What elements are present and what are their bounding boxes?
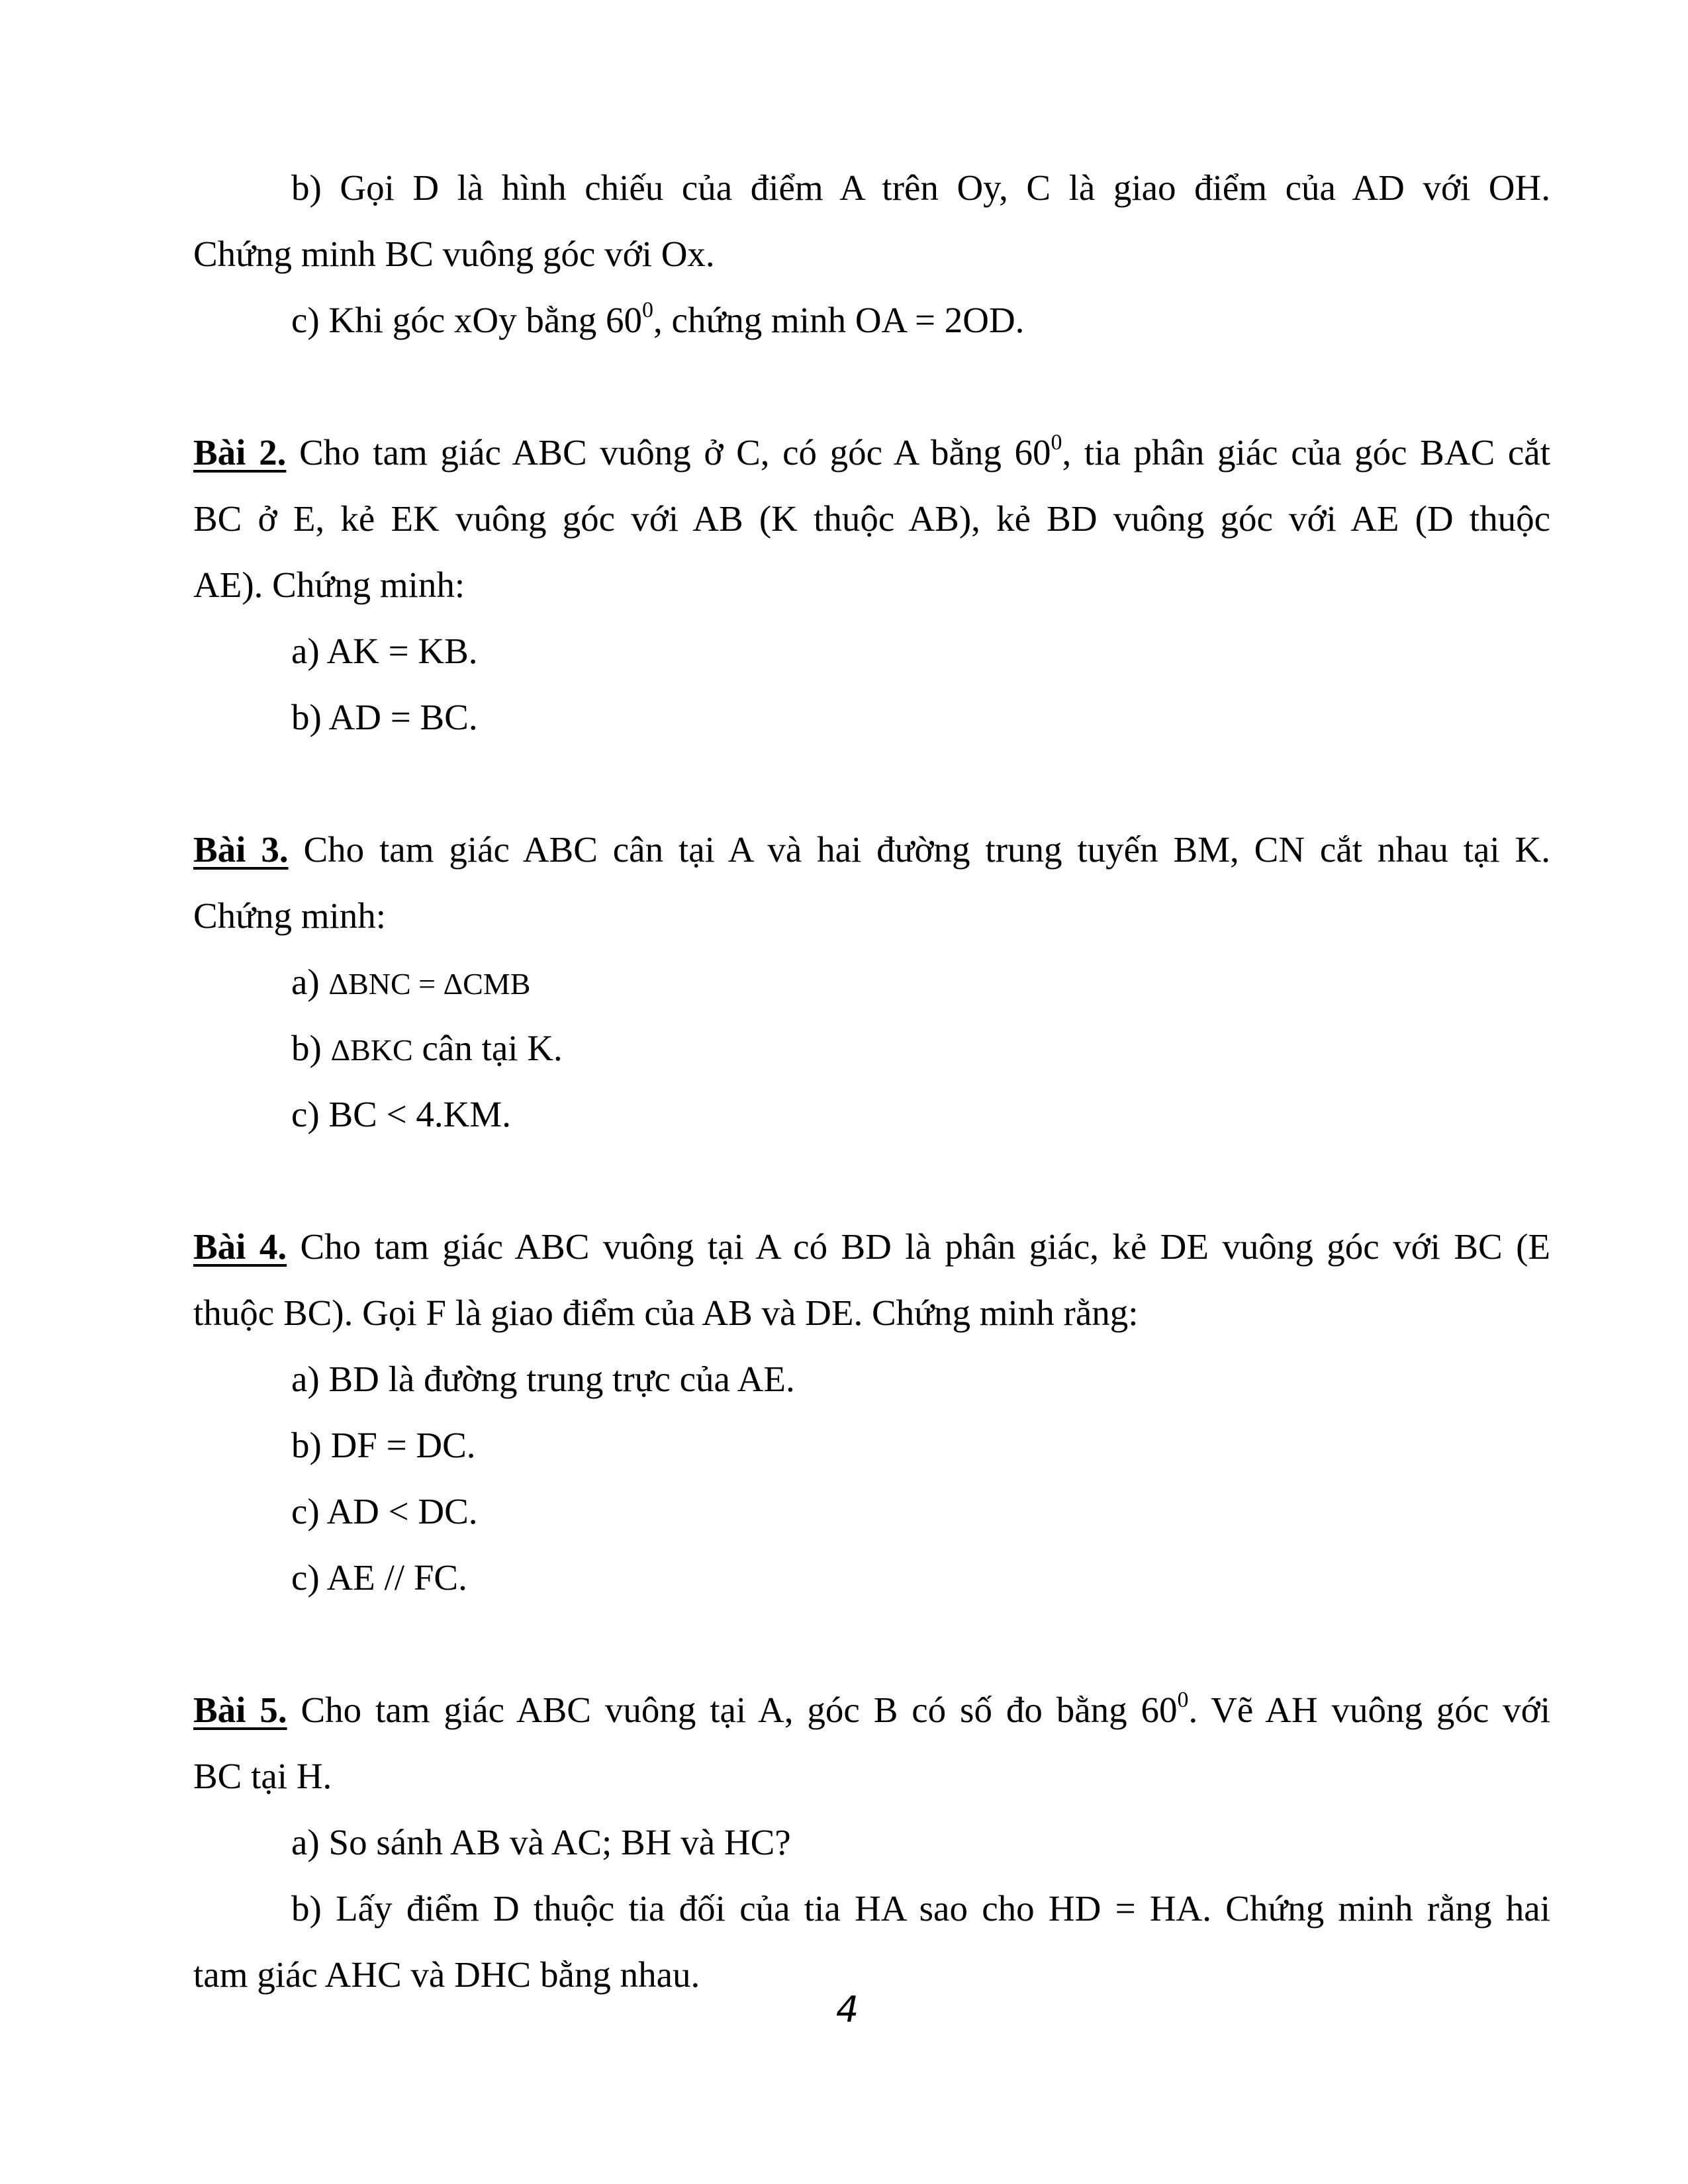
bai2-line1: Bài 2. Cho tam giác ABC vuông ở C, có góc A bằng $60^0$, tia phân giác của góc BAC cắt bbox=[193, 430, 1550, 473]
page-number: 4 bbox=[835, 1989, 859, 2030]
bai5-label: Bài 5. bbox=[193, 1690, 287, 1730]
bai1-b-line1: b) Gọi D là hình chiếu của điểm A trên Oy, C là giao điểm của AD với OH. bbox=[291, 167, 1550, 208]
bai4-item-c: c) AD < DC. bbox=[291, 1491, 478, 1531]
bai2-label: Bài 2. bbox=[193, 432, 287, 473]
bai1-b-line2: Chứng minh BC vuông góc với Ox. bbox=[193, 234, 715, 274]
bai3-label: Bài 3. bbox=[193, 829, 289, 870]
bai2-item-a: a) AK = KB. bbox=[291, 631, 478, 671]
bai3-line2: Chứng minh: bbox=[193, 895, 387, 936]
bai4-item-a: a) BD là đường trung trực của AE. bbox=[291, 1359, 795, 1399]
bai5-line2: BC tại H. bbox=[193, 1756, 332, 1796]
bai4-line1: Bài 4. Cho tam giác ABC vuông tại A có BD là phân giác, kẻ DE vuông góc với BC (E bbox=[193, 1226, 1550, 1267]
bai5-item-b-line1: b) Lấy điểm D thuộc tia đối của tia HA sao cho HD = HA. Chứng minh rằng hai bbox=[291, 1888, 1550, 1929]
bai4-label: Bài 4. bbox=[193, 1226, 287, 1267]
bai2-line3: AE). Chứng minh: bbox=[193, 565, 465, 605]
bai3-item-a: a) ΔBNC = ΔCMB bbox=[291, 962, 531, 1002]
bai5-item-b-line2: tam giác AHC và DHC bằng nhau. bbox=[193, 1954, 700, 1995]
bai4-item-b: b) DF = DC. bbox=[291, 1425, 476, 1465]
bai2-line2: BC ở E, kẻ EK vuông góc với AB (K thuộc AB), kẻ BD vuông góc với AE (D thuộc bbox=[193, 498, 1550, 539]
bai5-item-a: a) So sánh AB và AC; BH và HC? bbox=[291, 1822, 791, 1862]
bai3-line1: Bài 3. Cho tam giác ABC cân tại A và hai đường trung tuyến BM, CN cắt nhau tại K. bbox=[193, 829, 1551, 870]
bai2-item-b: b) AD = BC. bbox=[291, 697, 478, 737]
bai1-c-item: c) Khi góc xOy bằng $60^0$, chứng minh OA = 2OD. bbox=[291, 297, 1025, 340]
bai4-line2: thuộc BC). Gọi F là giao điểm của AB và DE. Chứng minh rằng: bbox=[193, 1293, 1139, 1333]
bai5-line1: Bài 5. Cho tam giác ABC vuông tại A, góc B có số đo bằng $60^0$. Vẽ AH vuông góc với bbox=[193, 1687, 1550, 1730]
bai3-item-b: b) ΔBKC cân tại K. bbox=[291, 1028, 563, 1068]
bai4-item-d: c) AE // FC. bbox=[291, 1557, 467, 1598]
bai3-item-c: c) BC < 4.KM. bbox=[291, 1094, 511, 1134]
